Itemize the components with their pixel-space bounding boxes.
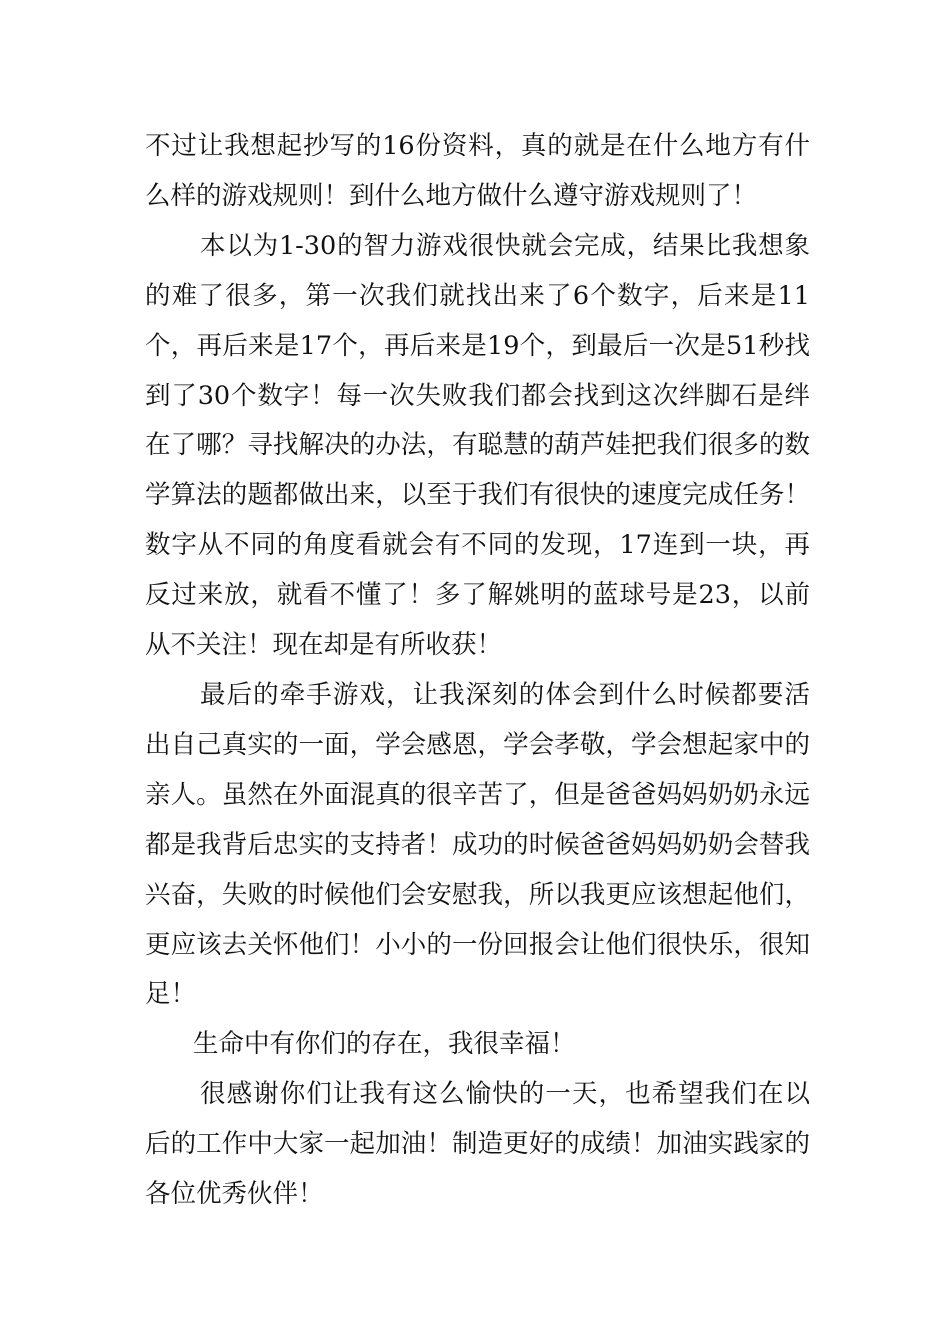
paragraph-1: 不过让我想起抄写的16份资料，真的就是在什么地方有什么样的游戏规则！到什么地方做什么遵守游戏规则了！ <box>145 131 810 211</box>
paragraph-5: 很感谢你们让我有这么愉快的一天，也希望我们在以后的工作中大家一起加油！制造更好的成绩！加油实践家的各位优秀伙伴！ <box>145 1079 810 1210</box>
paragraph-3: 最后的牵手游戏，让我深刻的体会到什么时候都要活出自己真实的一面，学会感恩，学会孝敬，学会想起家中的亲人。虽然在外面混真的很辛苦了，但是爸爸妈妈奶奶永远都是我背后忠实的支持者！成功的时候爸爸妈妈奶奶会替我兴奋，失败的时候他们会安慰我，所以我更应该想起他们，更应该去关怀他们！小小的一份回报会让他们很快乐，很知足！ <box>145 679 810 1010</box>
document-body <box>145 122 810 1220</box>
paragraph-4: 生命中有你们的存在，我很幸福！ <box>193 1029 576 1060</box>
paragraph-2: 本以为1-30的智力游戏很快就会完成，结果比我想象的难了很多，第一次我们就找出来了6个数字，后来是11个，再后来是17个，再后来是19个，到最后一次是51秒找到了30个数字！每一次失败我们都会找到这次绊脚石是绊在了哪？寻找解决的办法，有聪慧的葫芦娃把我们很多的数学算法的题都做出来，以至于我们有很快的速度完成任务！数字从不同的角度看就会有不同的发现，17连到一块，再反过来放，就看不懂了！多了解姚明的蓝球号是23，以前从不关注！现在却是有所收获！ <box>145 230 810 661</box>
